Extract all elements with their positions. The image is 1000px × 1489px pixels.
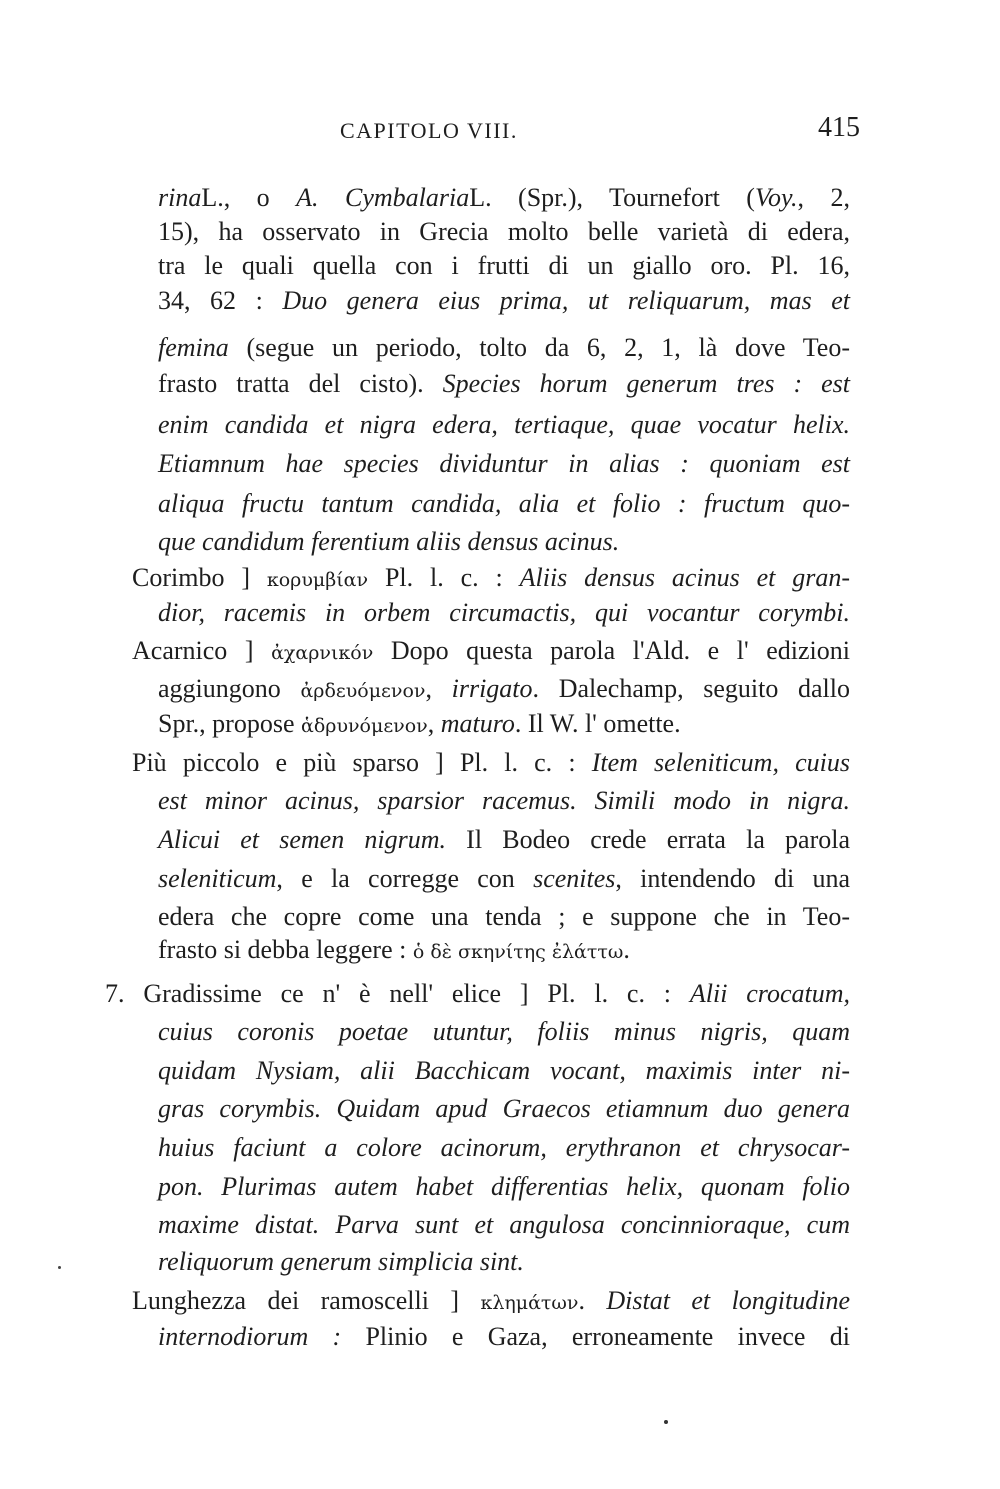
text-run: . xyxy=(578,1286,607,1315)
greek-term: ὁ δὲ σκηνίτης ἐλάττω xyxy=(412,941,624,963)
text-run: , xyxy=(425,674,432,703)
latin-quote: enim candida et nigra edera, tertiaque, quae vocatur helix. xyxy=(158,410,850,439)
text-line xyxy=(158,1245,850,1279)
text-line xyxy=(158,181,850,215)
text-run: frasto si debba leggere : xyxy=(158,935,413,964)
text-run: Spr., propose xyxy=(158,709,301,738)
text-line xyxy=(158,284,850,318)
text-line xyxy=(158,933,850,969)
text-line xyxy=(158,596,850,630)
text-run: . Dalechamp, seguito dallo xyxy=(532,674,850,703)
text-line xyxy=(158,862,850,896)
page-header xyxy=(0,112,1000,152)
latin-quote: huius faciunt a colore acinorum, erythranon et chrysocar- xyxy=(158,1133,850,1162)
latin-quote: maxime distat. Parva sunt et angulosa concinnioraque, cum xyxy=(158,1210,850,1239)
text-line xyxy=(158,1170,850,1204)
latin-quote: reliquorum generum simplicia sint. xyxy=(158,1247,524,1276)
text-run: , 2, xyxy=(797,183,850,212)
text-run: L. (Spr.), Tournefort ( xyxy=(469,183,755,212)
text-line xyxy=(158,249,850,283)
text-run: (segue un periodo, tolto da 6, 2, 1, là dove Teo- xyxy=(228,333,850,362)
text-line xyxy=(105,977,850,1011)
text-run: tra le quali quella con i frutti di un giallo oro. Pl. 16, xyxy=(158,251,850,280)
latin-quote: gras corymbis. Quidam apud Graecos etiamnum duo genera xyxy=(158,1094,850,1123)
text-line xyxy=(132,1284,850,1320)
latin-quote: irrigato xyxy=(431,674,533,703)
greek-term: ἀρδευόμενον xyxy=(300,680,426,702)
greek-term: κλημάτων xyxy=(480,1292,579,1314)
greek-term: ἁδρυνόμενον xyxy=(301,715,428,737)
text-line xyxy=(158,1092,850,1126)
text-run: Il Bodeo crede errata la parola xyxy=(446,825,851,854)
text-line xyxy=(158,707,850,743)
print-speck xyxy=(664,1420,668,1424)
text-line xyxy=(132,634,850,670)
latin-quote: Etiamnum hae species dividuntur in alias : quoniam est xyxy=(158,449,850,478)
running-head: CAPITOLO VIII. xyxy=(340,118,518,143)
text-line xyxy=(158,408,850,442)
latin-quote: internodiorum : xyxy=(158,1322,342,1351)
text-run: , xyxy=(427,709,441,738)
greek-term: ἀχαρνικόν xyxy=(271,642,374,664)
text-line xyxy=(158,447,850,481)
text-run: Acarnico ] xyxy=(132,636,272,665)
text-run: frasto tratta del cisto). xyxy=(158,369,443,398)
text-run: , intendendo di una xyxy=(615,864,851,893)
text-run: edera che copre come una tenda ; e suppone che in Teo- xyxy=(158,902,850,931)
latin-quote: est minor acinus, sparsior racemus. Simili modo in nigra. xyxy=(158,786,850,815)
page-number: 415 xyxy=(818,112,860,143)
text-run: L., o xyxy=(201,183,297,212)
text-run: Corimbo ] xyxy=(132,563,267,592)
latin-quote: Item seleniticum, cuius xyxy=(591,748,850,777)
latin-quote: Alicui et semen nigrum. xyxy=(158,825,446,854)
latin-quote: scenites xyxy=(533,864,616,893)
text-run: 15), ha osservato in Grecia molto belle varietà di edera, xyxy=(158,217,850,246)
text-run: 7. Gradissime ce n' è nell' elice ] Pl. l. c. : xyxy=(105,979,690,1008)
text-line xyxy=(158,1054,850,1088)
greek-term: κορυμβίαν xyxy=(266,569,369,591)
text-line xyxy=(158,331,850,365)
print-speck xyxy=(58,1266,61,1269)
latin-quote: quidam Nysiam, alii Bacchicam vocant, maximis inter ni- xyxy=(158,1056,850,1085)
text-line xyxy=(158,784,850,818)
latin-quote: femina xyxy=(158,333,229,362)
latin-quote: Duo genera eius prima, ut reliquarum, mas et xyxy=(282,286,850,315)
latin-quote: Distat et longitudine xyxy=(606,1286,851,1315)
text-run: . Il W. l' omette. xyxy=(514,709,681,738)
text-run: 34, 62 : xyxy=(158,286,283,315)
text-line xyxy=(158,1015,850,1049)
latin-quote: dior, racemis in orbem circumactis, qui vocantur corymbi. xyxy=(158,598,850,627)
latin-quote: Alii crocatum, xyxy=(689,979,851,1008)
text-line xyxy=(158,525,850,559)
latin-quote: aliqua fructu tantum candida, alia et folio : fructum quo- xyxy=(158,489,850,518)
text-line xyxy=(132,561,850,597)
latin-quote: seleniticum xyxy=(158,864,277,893)
text-run: Dopo questa parola l'Ald. e l' edizioni xyxy=(373,636,850,665)
latin-quote: A. Cymbalaria xyxy=(296,183,470,212)
text-line xyxy=(158,900,850,934)
text-line xyxy=(158,672,850,708)
latin-quote: Voy. xyxy=(754,183,798,212)
latin-quote: maturo xyxy=(440,709,515,738)
text-run: Lunghezza dei ramoscelli ] xyxy=(132,1286,481,1315)
text-line xyxy=(158,367,850,401)
text-run: aggiungono xyxy=(158,674,301,703)
text-line xyxy=(158,1131,850,1165)
latin-quote: cuius coronis poetae utuntur, foliis minus nigris, quam xyxy=(158,1017,850,1046)
text-run: . xyxy=(623,935,630,964)
text-run: Pl. l. c. : xyxy=(368,563,520,592)
text-line xyxy=(158,215,850,249)
latin-quote: Species horum generum tres : est xyxy=(442,369,851,398)
text-run: Più piccolo e più sparso ] Pl. l. c. : xyxy=(132,748,592,777)
latin-quote: pon. Plurimas autem habet differentias helix, quonam folio xyxy=(158,1172,850,1201)
text-line xyxy=(158,823,850,857)
latin-quote: rina xyxy=(158,183,202,212)
text-line xyxy=(132,746,850,780)
text-line xyxy=(158,1208,850,1242)
text-run: Plinio e Gaza, erroneamente invece di xyxy=(341,1322,850,1351)
text-line xyxy=(158,487,850,521)
latin-quote: que candidum ferentium aliis densus acinus. xyxy=(158,527,620,556)
latin-quote: Aliis densus acinus et gran- xyxy=(519,563,850,592)
text-line xyxy=(158,1320,850,1354)
text-run: , e la corregge con xyxy=(276,864,534,893)
